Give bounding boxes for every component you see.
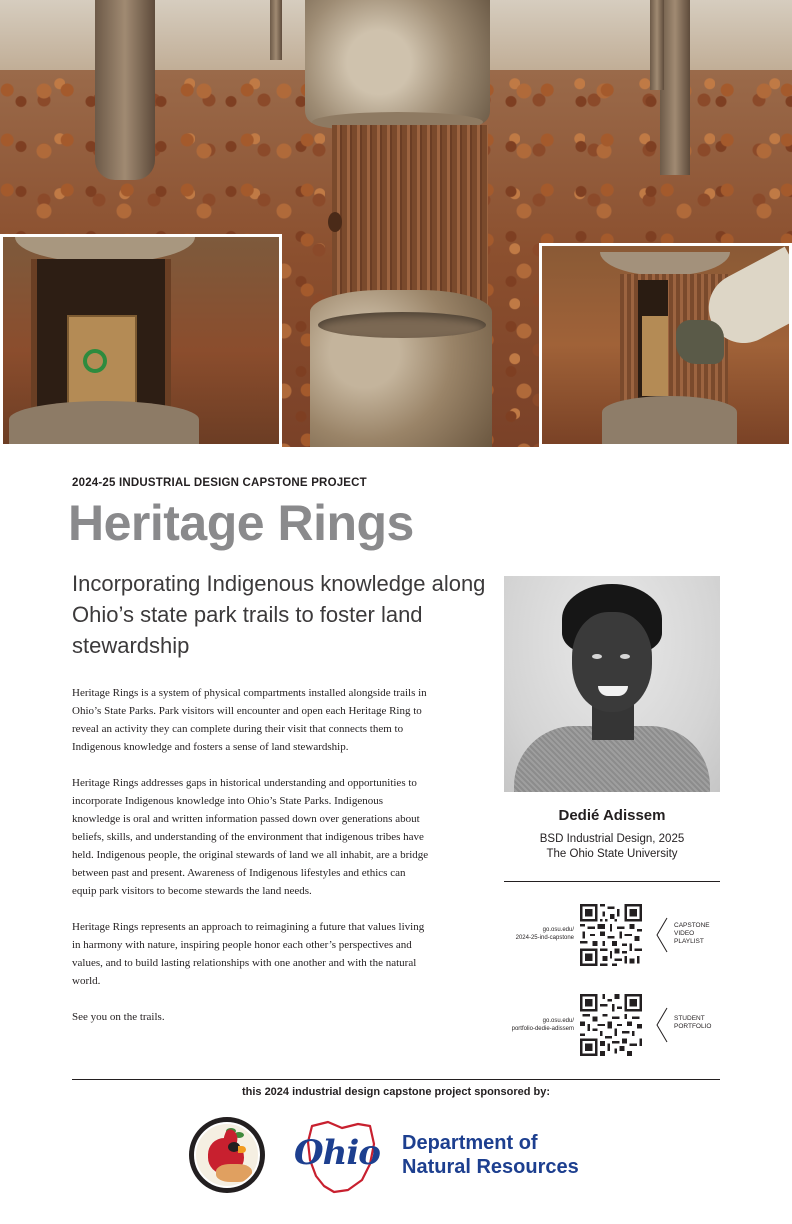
- inset-photo-open-compartment: [0, 234, 282, 447]
- qr-code-playlist[interactable]: [580, 904, 642, 966]
- body-paragraph: Heritage Rings is a system of physical compartments installed alongside trails in Ohio’s State Parks. Park visitors will encounter and open each Heritage Ring to reveal an activity they can complete during their visit that connects them to Indigenous knowledge and fosters a sense of land stewardship.: [72, 687, 427, 753]
- qr-label-playlist: [674, 922, 710, 946]
- footer-divider: [72, 1079, 720, 1080]
- body-copy: [72, 684, 432, 1044]
- qr-code-icon: [580, 904, 642, 966]
- bio-divider: [504, 881, 720, 882]
- qr-code-portfolio[interactable]: [580, 994, 642, 1056]
- compartment-base: [9, 401, 199, 447]
- odnr-line: Department of: [402, 1132, 538, 1154]
- body-paragraph: Heritage Rings addresses gaps in historical understanding and opportunities to incorporate Indigenous knowledge into Ohio’s State Parks. Indigenous knowledge is oral and written information passed down over generations about beliefs, skills, and understanding of the environment that indigenous tribes have held. Indigenous people, the original stewards of land we all inhabit, are a bridge between past and present. Awareness of Indigenous lifestyles and ethics can equip park visitors to become stewards the land needs.: [72, 777, 429, 897]
- compartment-base: [602, 396, 737, 447]
- body-paragraph: Heritage Rings represents an approach to reimagining a future that values living in harmony with nature, inspiring people honor each other’s perspectives and values, and to build lasting relationships with one another and with the natural world.: [72, 921, 425, 987]
- body-paragraph: See you on the trails.: [72, 1011, 165, 1023]
- student-name: Dedié Adissem: [558, 807, 666, 824]
- seal-inner: [194, 1122, 260, 1188]
- tree-trunk: [95, 0, 155, 180]
- qr-code-icon: [580, 994, 642, 1056]
- chevron-left-icon: [656, 917, 668, 953]
- tree-trunk: [270, 0, 282, 60]
- qr-url-portfolio[interactable]: [502, 1017, 574, 1033]
- student-portrait: [504, 576, 720, 792]
- qr-label-line: VIDEO: [674, 930, 695, 937]
- portrait-face: [572, 612, 652, 712]
- qr-url-line: portfolio-dedie-adissem: [511, 1026, 574, 1032]
- tree-trunk: [650, 0, 664, 90]
- portrait-eye: [592, 654, 602, 659]
- student-degree: BSD Industrial Design, 2025: [539, 833, 685, 845]
- cardinal-beak: [238, 1146, 246, 1153]
- hero-photo-collage: [0, 0, 792, 447]
- odnr-wordmark: [402, 1131, 579, 1179]
- qr-label-portfolio: [674, 1015, 711, 1031]
- qr-url-line: go.osu.edu/: [542, 1018, 574, 1024]
- page-subtitle: Incorporating Indigenous knowledge along Ohio’s state park trails to foster land stewardship: [72, 571, 486, 658]
- qr-label-line: STUDENT: [674, 1015, 705, 1022]
- portrait-eye: [620, 654, 630, 659]
- qr-label-line: CAPSTONE: [674, 922, 710, 929]
- qr-label-line: PLAYLIST: [674, 938, 704, 945]
- notebook: [642, 316, 668, 396]
- gloved-hand: [676, 320, 724, 364]
- hand-icon: [216, 1164, 252, 1182]
- notebook-logo-icon: [83, 349, 107, 373]
- qr-url-line: 2024-25-ind-capstone: [515, 935, 574, 941]
- post-wood-top: [305, 0, 490, 125]
- compartment-top: [600, 252, 730, 276]
- inset-photo-opening-door: [539, 243, 792, 447]
- sponsor-text: this 2024 industrial design capstone project sponsored by:: [241, 1086, 551, 1098]
- post-knob: [328, 212, 342, 232]
- project-eyebrow: 2024-25 INDUSTRIAL DESIGN CAPSTONE PROJECT: [72, 477, 367, 489]
- student-school: The Ohio State University: [546, 848, 678, 860]
- qr-url-playlist[interactable]: [502, 926, 574, 942]
- page-title: Heritage Rings: [68, 495, 414, 551]
- post-base-rim: [318, 312, 486, 338]
- cardinal-seal-logo: [189, 1117, 265, 1193]
- chevron-left-icon: [656, 1007, 668, 1043]
- ohio-wordmark: Ohio: [294, 1133, 380, 1173]
- qr-label-line: PORTFOLIO: [674, 1023, 712, 1030]
- qr-url-line: go.osu.edu/: [542, 927, 574, 933]
- odnr-line: Natural Resources: [402, 1156, 579, 1178]
- tree-trunk: [660, 0, 690, 175]
